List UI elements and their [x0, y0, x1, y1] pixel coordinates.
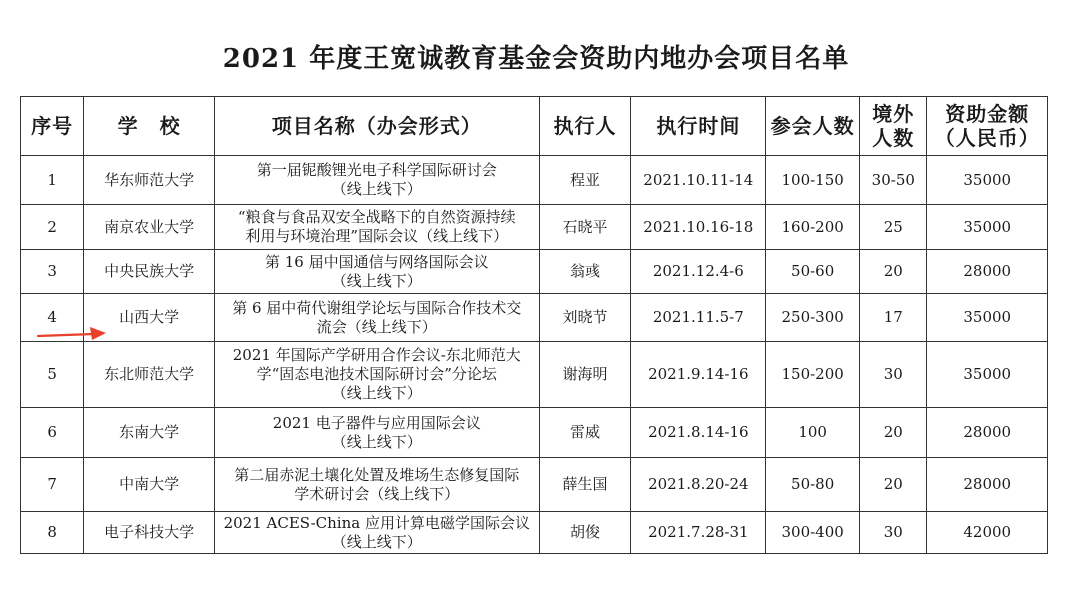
- cell-time: 2021.8.20-24: [631, 458, 766, 512]
- cell-participants: 50-80: [766, 458, 860, 512]
- cell-executor: 雷威: [539, 408, 631, 458]
- table-row: [21, 205, 1048, 250]
- cell-time: 2021.11.5-7: [631, 294, 766, 342]
- cell-time: 2021.7.28-31: [631, 512, 766, 554]
- cell-participants: 50-60: [766, 250, 860, 294]
- cell-seq: 1: [21, 156, 84, 205]
- cell-school: 南京农业大学: [84, 205, 215, 250]
- cell-project: [214, 294, 539, 342]
- cell-school: 中央民族大学: [84, 250, 215, 294]
- cell-amount: 35000: [927, 342, 1048, 408]
- cell-participants: 100-150: [766, 156, 860, 205]
- cell-participants: 300-400: [766, 512, 860, 554]
- cell-participants: 160-200: [766, 205, 860, 250]
- cell-amount: 28000: [927, 408, 1048, 458]
- funding-table: [20, 96, 1048, 554]
- cell-time: 2021.10.16-18: [631, 205, 766, 250]
- cell-school: 华东师范大学: [84, 156, 215, 205]
- table-row: [21, 512, 1048, 554]
- header-amount-line2: （人民币）: [934, 126, 1040, 150]
- project-line: 2021 ACES-China 应用计算电磁学国际会议: [223, 513, 530, 532]
- cell-participants: 100: [766, 408, 860, 458]
- cell-executor: 程亚: [539, 156, 631, 205]
- cell-executor: 胡俊: [539, 512, 631, 554]
- document-title: 2021 年度王宽诚教育基金会资助内地办会项目名单: [222, 44, 850, 74]
- cell-overseas: 20: [860, 250, 927, 294]
- project-line: 学“固态电池技术国际研讨会”分论坛: [256, 365, 497, 383]
- table-row: [21, 156, 1048, 205]
- cell-executor: 刘晓节: [539, 294, 631, 342]
- cell-seq: 8: [21, 512, 84, 554]
- header-amount: [927, 97, 1048, 156]
- header-time: 执行时间: [631, 97, 766, 156]
- cell-project: [214, 458, 539, 512]
- cell-overseas: 30: [860, 512, 927, 554]
- header-overseas-line1: 境外: [872, 102, 915, 126]
- table-row: [21, 458, 1048, 512]
- table-body: [21, 156, 1048, 554]
- cell-overseas: 20: [860, 458, 927, 512]
- cell-executor: 谢海明: [539, 342, 631, 408]
- table-row: [21, 408, 1048, 458]
- cell-overseas: 20: [860, 408, 927, 458]
- cell-amount: 35000: [927, 205, 1048, 250]
- cell-amount: 28000: [927, 458, 1048, 512]
- table-row: [21, 342, 1048, 408]
- project-line: （线上线下）: [331, 384, 422, 402]
- cell-time: 2021.10.11-14: [631, 156, 766, 205]
- project-line: 第二届赤泥土壤化处置及堆场生态修复国际: [234, 465, 520, 484]
- cell-time: 2021.9.14-16: [631, 342, 766, 408]
- cell-time: 2021.12.4-6: [631, 250, 766, 294]
- cell-overseas: 30: [860, 342, 927, 408]
- cell-time: 2021.8.14-16: [631, 408, 766, 458]
- cell-project: [214, 342, 539, 408]
- cell-executor: 薛生国: [539, 458, 631, 512]
- project-line: 第 16 届中国通信与网络国际会议: [264, 252, 489, 271]
- cell-amount: 35000: [927, 156, 1048, 205]
- cell-school: 东北师范大学: [84, 342, 215, 408]
- project-line: 第 6 届中荷代谢组学论坛与国际合作技术交: [232, 298, 522, 317]
- header-amount-line1: 资助金额: [945, 102, 1030, 126]
- project-line: （线上线下）: [331, 432, 422, 451]
- cell-project: [214, 512, 539, 554]
- cell-overseas: 17: [860, 294, 927, 342]
- table-row: [21, 294, 1048, 342]
- cell-seq: 6: [21, 408, 84, 458]
- header-executor: 执行人: [539, 97, 631, 156]
- project-line: “粮食与食品双安全战略下的自然资源持续: [237, 208, 516, 226]
- cell-overseas: 30-50: [860, 156, 927, 205]
- cell-executor: 翁彧: [539, 250, 631, 294]
- cell-school: 东南大学: [84, 408, 215, 458]
- cell-project: [214, 250, 539, 294]
- cell-amount: 42000: [927, 512, 1048, 554]
- project-line: 流会（线上线下）: [316, 317, 437, 336]
- project-line: （线上线下）: [331, 532, 422, 551]
- header-overseas: [860, 97, 927, 156]
- cell-overseas: 25: [860, 205, 927, 250]
- header-participants: 参会人数: [766, 97, 860, 156]
- cell-participants: 250-300: [766, 294, 860, 342]
- cell-participants: 150-200: [766, 342, 860, 408]
- cell-seq: 2: [21, 205, 84, 250]
- annotation-arrow-icon: [36, 322, 108, 346]
- header-overseas-line2: 人数: [872, 126, 915, 150]
- project-line: 第一届铌酸锂光电子科学国际研讨会: [256, 161, 497, 179]
- project-line: 学术研讨会（线上线下）: [294, 484, 460, 503]
- cell-project: [214, 205, 539, 250]
- project-line: 2021 年国际产学研用合作会议-东北师范大: [232, 346, 521, 364]
- cell-amount: 28000: [927, 250, 1048, 294]
- cell-project: [214, 408, 539, 458]
- cell-school: 山西大学: [84, 294, 215, 342]
- cell-seq: 7: [21, 458, 84, 512]
- project-line: （线上线下）: [331, 271, 422, 290]
- cell-school: 电子科技大学: [84, 512, 215, 554]
- project-line: 利用与环境治理”国际会议（线上线下）: [245, 227, 509, 245]
- header-seq: 序号: [21, 97, 84, 156]
- cell-amount: 35000: [927, 294, 1048, 342]
- header-row: [21, 97, 1048, 156]
- cell-seq: 3: [21, 250, 84, 294]
- cell-executor: 石晓平: [539, 205, 631, 250]
- project-line: 2021 电子器件与应用国际会议: [272, 413, 481, 432]
- cell-seq: 4: [21, 294, 84, 342]
- header-school: 学 校: [84, 97, 215, 156]
- table-row: [21, 250, 1048, 294]
- project-line: （线上线下）: [331, 180, 422, 198]
- cell-seq: 5: [21, 342, 84, 408]
- cell-school: 中南大学: [84, 458, 215, 512]
- header-project: 项目名称（办会形式）: [214, 97, 539, 156]
- cell-project: [214, 156, 539, 205]
